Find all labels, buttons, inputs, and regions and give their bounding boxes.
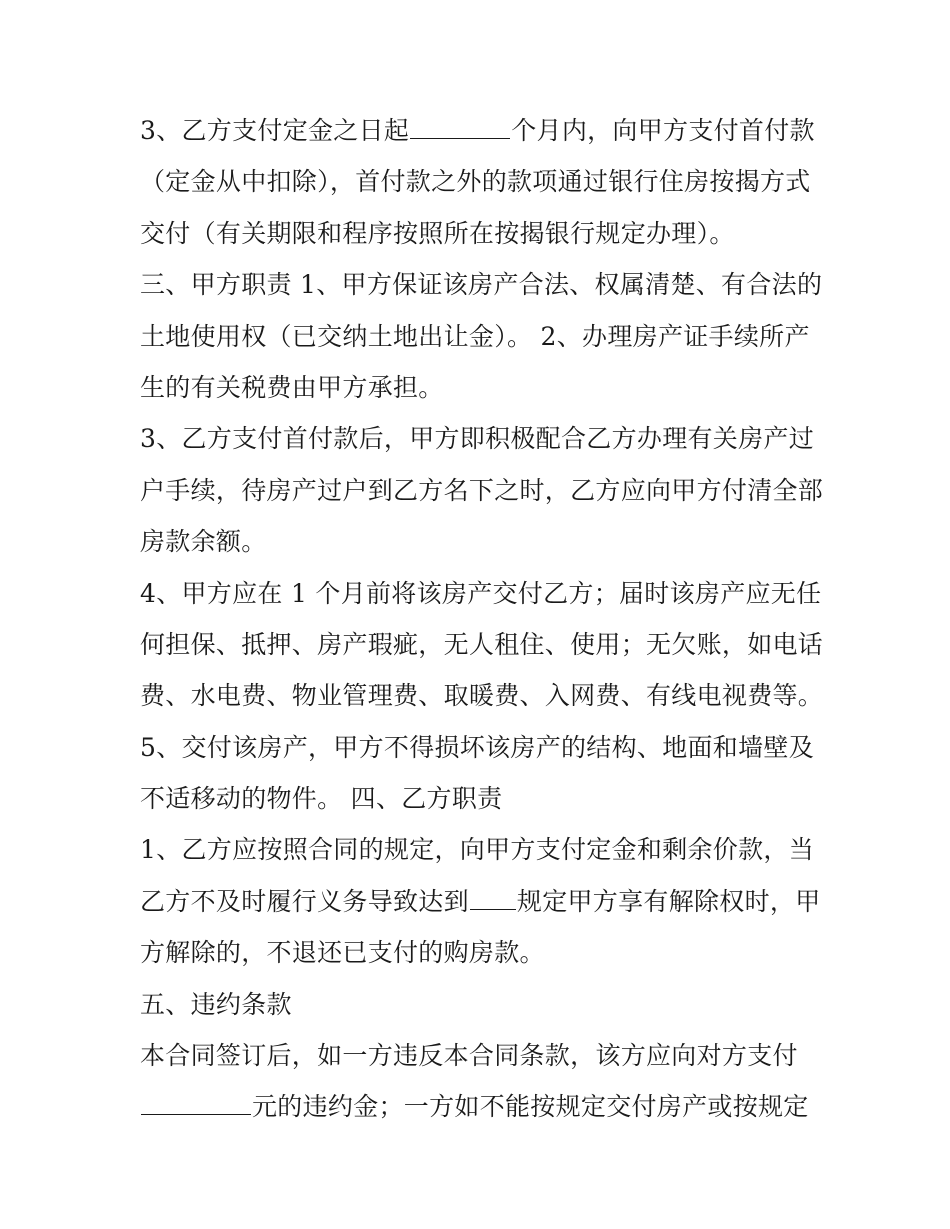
breach-clause <box>140 1030 820 1133</box>
section-heading-line: 不适移动的物件。 四、乙方职责 <box>140 784 503 814</box>
section-heading-line: 五、违约条款 <box>140 989 292 1019</box>
text-line: 本合同签订后，如一方违反本合同条款，该方应向对方支付 <box>140 1041 798 1071</box>
fill-in-blank-penalty-amount[interactable] <box>141 1088 251 1115</box>
fill-in-blank-months[interactable] <box>410 112 510 139</box>
text-line: 房款余额。 <box>140 527 267 557</box>
section-three-seller-duties <box>140 259 823 413</box>
text-line: 1、乙方应按照合同的规定，向甲方支付定金和剩余价款，当 <box>140 835 815 865</box>
text-line: 3、乙方支付首付款后，甲方即积极配合乙方办理有关房产过 <box>140 424 815 454</box>
text-line: 交付（有关期限和程序按照所在按揭银行规定办理）。 <box>140 218 735 248</box>
clause-c3-transfer <box>140 413 824 567</box>
clause-b3-down-payment <box>140 105 820 259</box>
text-line: 何担保、抵押、房产瑕疵，无人租住、使用；无欠账，如电话 <box>140 629 824 659</box>
section-heading-line: 三、甲方职责 1、甲方保证该房产合法、权属清楚、有合法的 <box>140 270 823 300</box>
text-line: 方解除的，不退还已支付的购房款。 <box>140 938 545 968</box>
text-line: 4、甲方应在 1 个月前将该房产交付乙方；届时该房产应无任 <box>140 578 822 608</box>
text-line: 费、水电费、物业管理费、取暖费、入网费、有线电视费等。 <box>140 681 824 711</box>
text-line: 乙方不及时履行义务导致达到 规定甲方享有解除权时，甲 <box>140 876 820 927</box>
clause-d1-buyer-duties <box>140 824 820 978</box>
text-line: 3、乙方支付定金之日起 个月内，向甲方支付首付款 <box>140 105 820 156</box>
text-line: 元的违约金；一方如不能按规定交付房产或按规定 <box>140 1081 820 1132</box>
section-five-heading <box>140 979 820 1030</box>
text-line: 户手续，待房产过户到乙方名下之时，乙方应向甲方付清全部 <box>140 475 824 505</box>
text-line: 5、交付该房产，甲方不得损坏该房产的结构、地面和墙壁及 <box>140 732 815 762</box>
clause-c4-delivery <box>140 568 824 722</box>
text-line: 土地使用权（已交纳土地出让金）。 2、办理房产证手续所产 <box>140 321 810 351</box>
text-line: （定金从中扣除），首付款之外的款项通过银行住房按揭方式 <box>140 167 811 197</box>
fill-in-blank-clause[interactable] <box>470 883 516 910</box>
contract-body <box>140 105 824 1133</box>
text-line: 生的有关税费由甲方承担。 <box>140 372 444 402</box>
clause-c5-condition <box>140 722 820 825</box>
